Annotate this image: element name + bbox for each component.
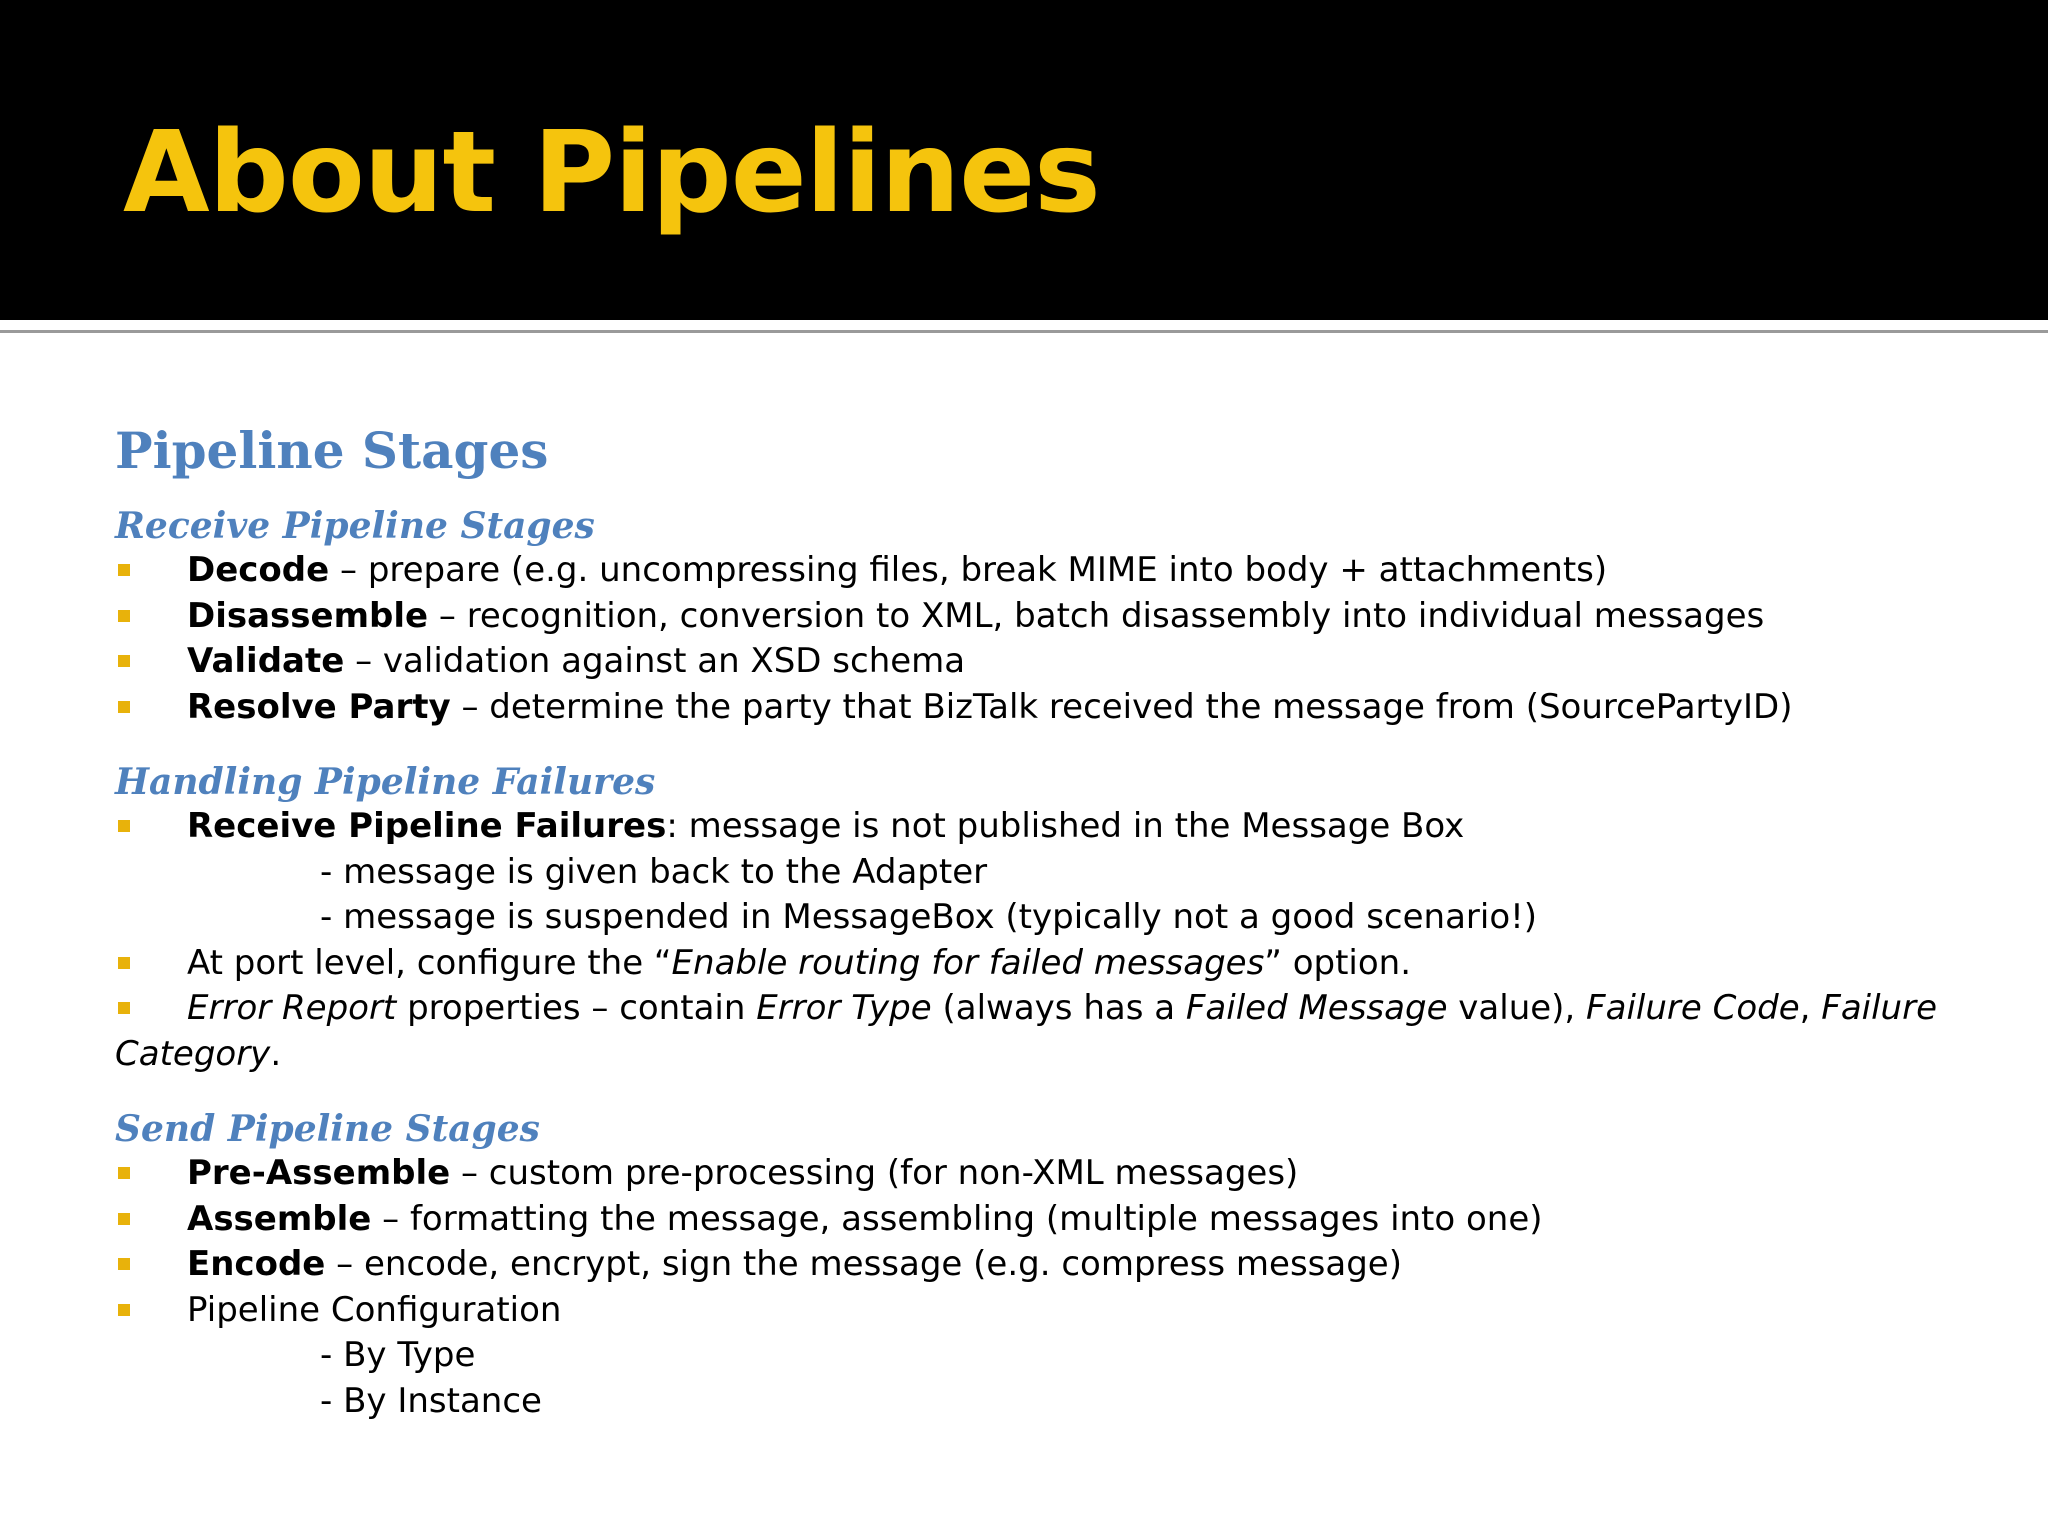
divider-line	[0, 330, 2048, 333]
list-item	[115, 804, 1995, 850]
item-term: Assemble	[187, 1198, 372, 1239]
item-text: – prepare (e.g. uncompressing files, break MIME into body + attachments)	[329, 550, 1608, 590]
item-text: – encode, encrypt, sign the message (e.g. compress message)	[325, 1244, 1402, 1284]
list-item	[115, 1151, 1995, 1197]
sub-item: - By Instance	[320, 1380, 542, 1421]
list-item	[115, 1242, 1995, 1288]
item-text: At port level, configure the “	[187, 942, 672, 983]
item-text: .	[270, 1033, 282, 1074]
section-heading: Pipeline Stages	[115, 421, 549, 480]
bullet-square-icon	[118, 610, 130, 622]
list-item	[115, 685, 1995, 731]
item-emphasis: Error Report	[187, 988, 397, 1028]
list-item	[115, 1288, 1995, 1334]
item-emphasis: Failure Category	[115, 988, 1937, 1074]
bullet-square-icon	[118, 1213, 130, 1225]
sub-item: - message is given back to the Adapter	[320, 851, 988, 892]
bullet-square-icon	[118, 820, 130, 832]
item-term: Disassemble	[187, 595, 429, 636]
item-term: Validate	[187, 641, 345, 681]
item-text: – recognition, conversion to XML, batch disassembly into individual messages	[428, 595, 1765, 636]
list-item	[115, 986, 1995, 1077]
item-term: Decode	[187, 550, 330, 590]
item-term: Encode	[187, 1244, 326, 1284]
item-text: ,	[1799, 988, 1822, 1028]
list-item	[115, 639, 1995, 685]
bullet-square-icon	[118, 1002, 130, 1014]
item-emphasis: Enable routing for failed messages	[671, 942, 1265, 983]
item-term: Resolve Party	[187, 686, 451, 727]
bullet-square-icon	[118, 957, 130, 969]
sub-item: - By Type	[320, 1335, 476, 1375]
item-text: – formatting the message, assembling (multiple messages into one)	[371, 1198, 1543, 1239]
item-text: – validation against an XSD schema	[344, 641, 966, 681]
sub-item: - message is suspended in MessageBox (typically not a good scenario!)	[320, 897, 1538, 937]
item-text: : message is not published in the Message Box	[666, 806, 1465, 846]
list-item	[115, 1197, 1995, 1243]
bullet-square-icon	[118, 1167, 130, 1179]
title-bar	[0, 0, 2048, 320]
slide-body	[115, 418, 1995, 1424]
list-item	[115, 941, 1995, 987]
item-text: properties – contain	[396, 988, 757, 1028]
list-item	[115, 548, 1995, 594]
item-text: ” option.	[1264, 942, 1412, 983]
bullet-square-icon	[118, 655, 130, 667]
list-item	[115, 594, 1995, 640]
item-text: – custom pre-processing (for non-XML messages)	[450, 1153, 1299, 1193]
item-emphasis: Failed Message	[1185, 988, 1448, 1028]
failures-subheading: Handling Pipeline Failures	[115, 761, 656, 803]
slide-title: About Pipelines	[123, 108, 1100, 238]
item-emphasis: Error Type	[756, 988, 932, 1028]
item-text: value),	[1447, 988, 1587, 1028]
send-subheading: Send Pipeline Stages	[115, 1108, 540, 1150]
item-text: Pipeline Configuration	[187, 1289, 562, 1330]
receive-subheading: Receive Pipeline Stages	[115, 505, 595, 547]
bullet-square-icon	[118, 1258, 130, 1270]
bullet-square-icon	[118, 564, 130, 576]
item-term: Receive Pipeline Failures	[187, 806, 667, 846]
item-text: (always has a	[931, 988, 1186, 1028]
item-emphasis: Failure Code	[1586, 988, 1800, 1028]
bullet-square-icon	[118, 701, 130, 713]
item-term: Pre-Assemble	[187, 1153, 451, 1193]
item-text: – determine the party that BizTalk received the message from (SourcePartyID)	[450, 686, 1793, 727]
bullet-square-icon	[118, 1304, 130, 1316]
